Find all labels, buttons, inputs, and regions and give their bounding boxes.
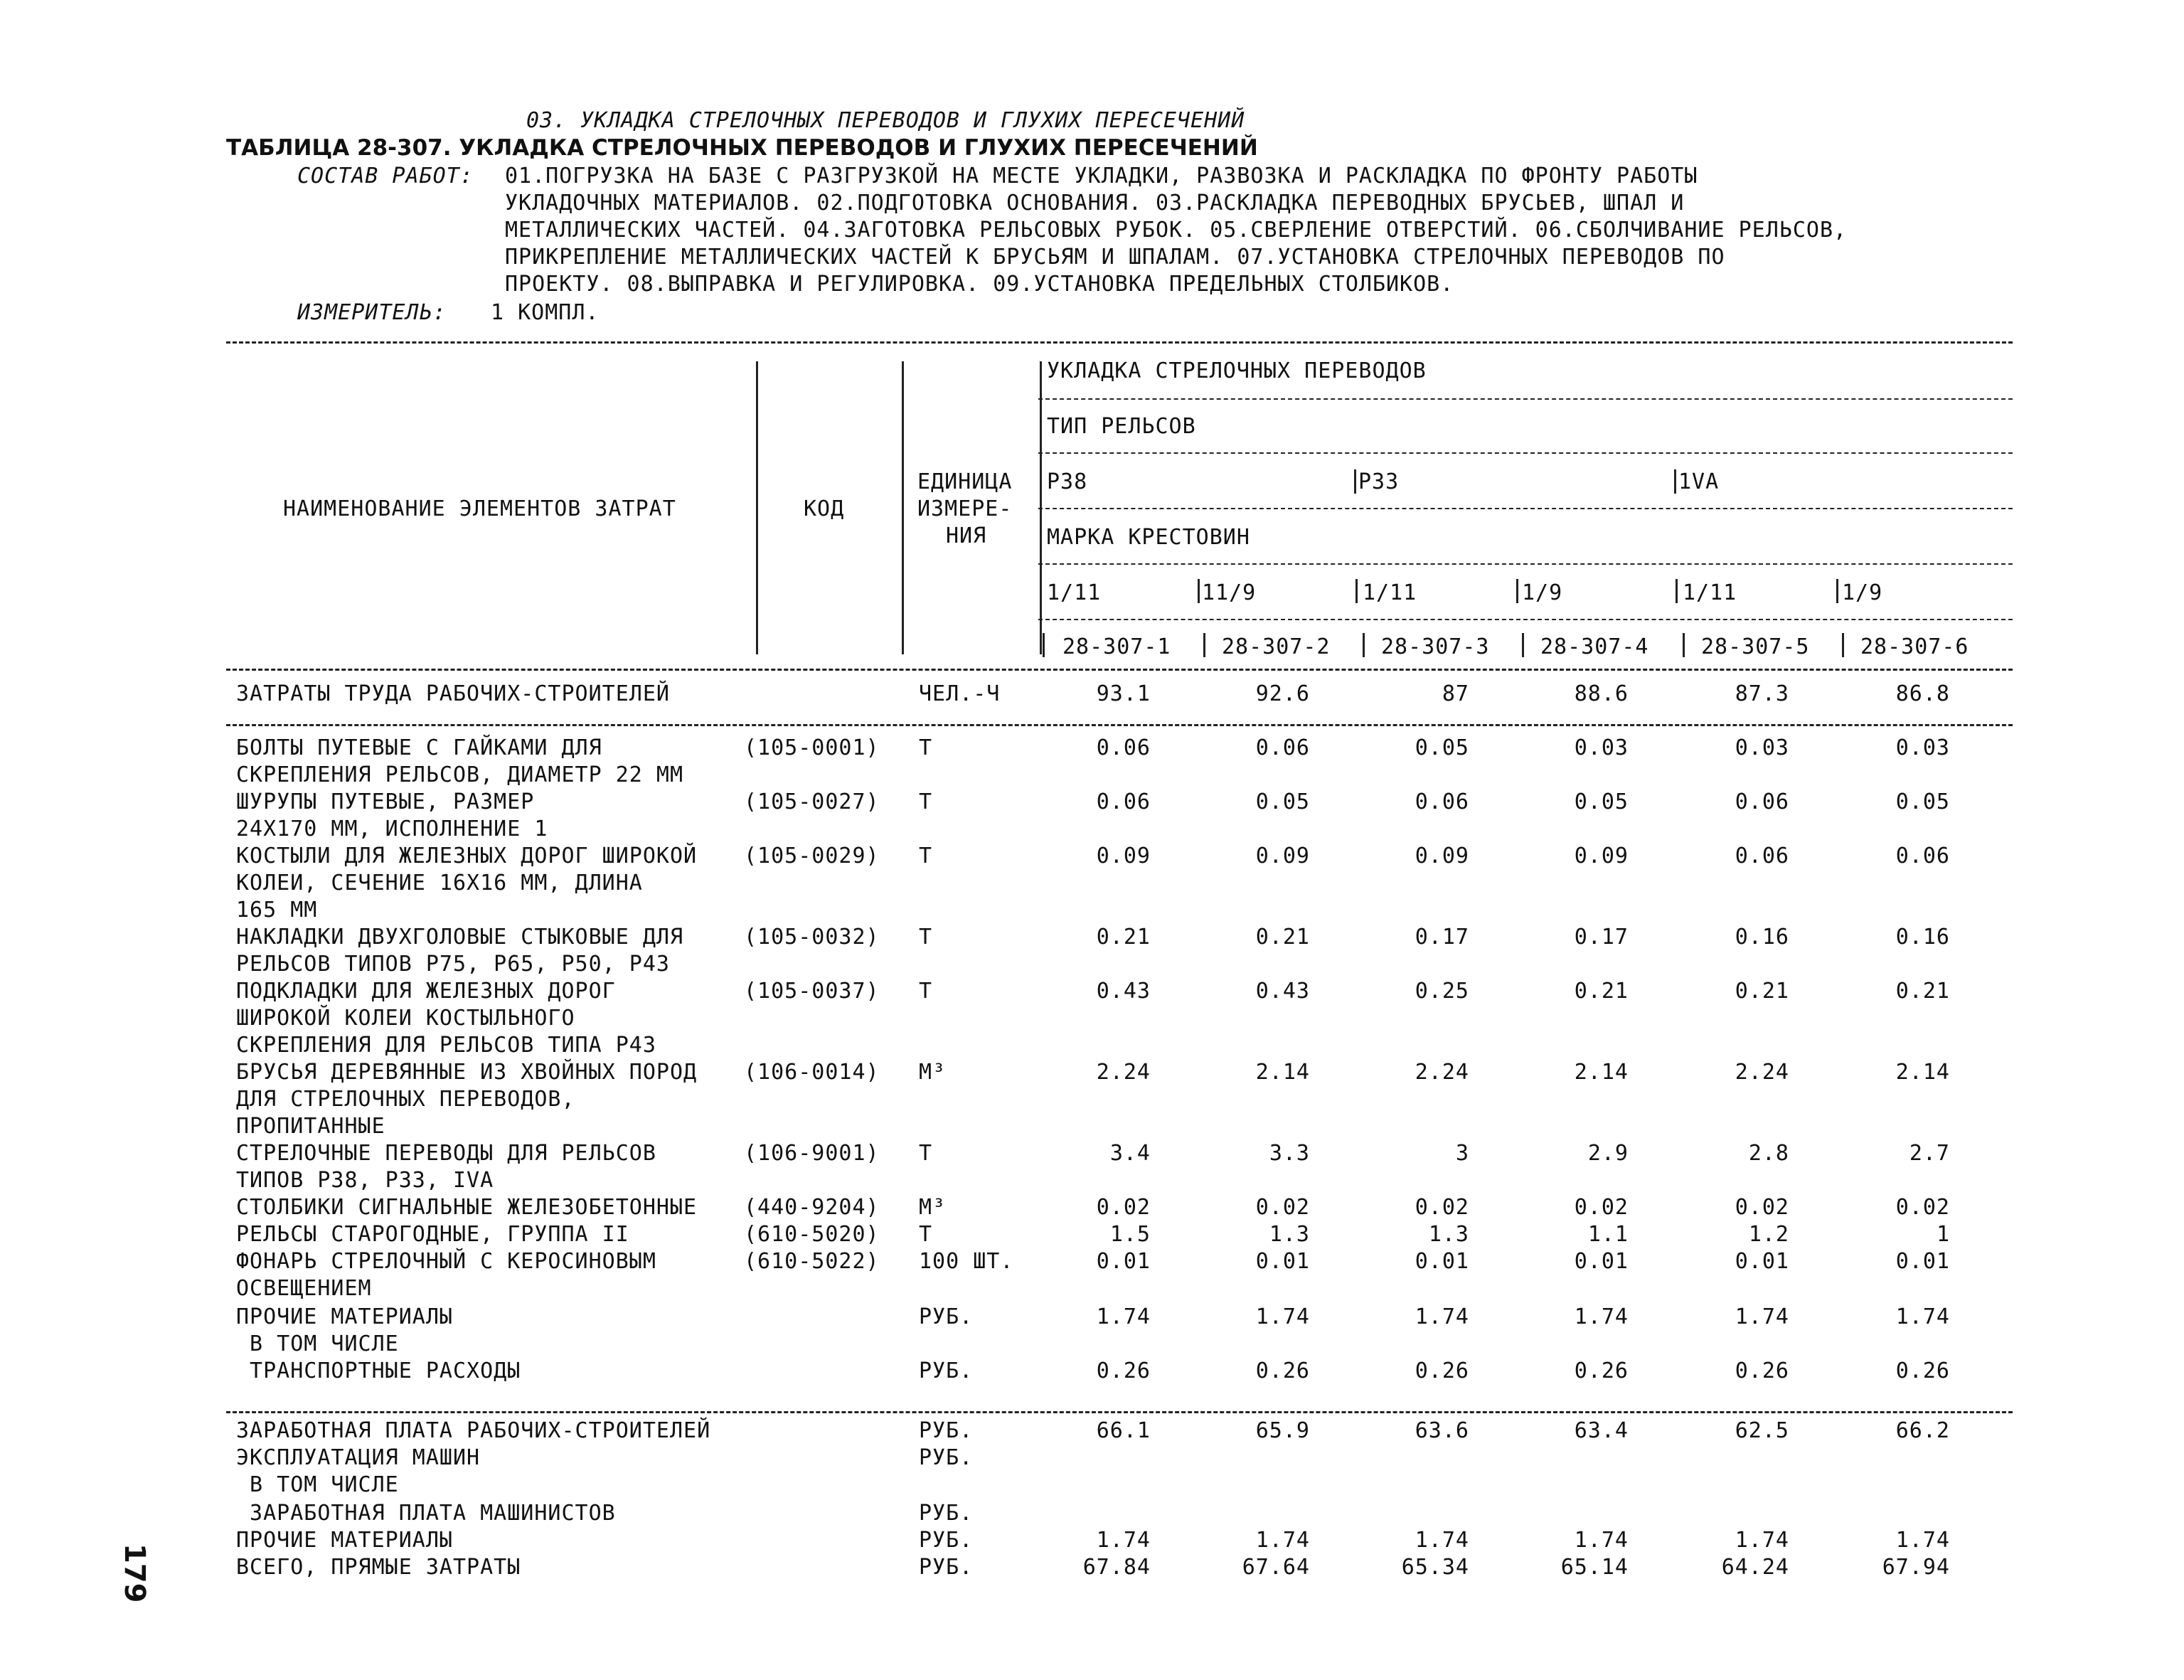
- work-line: УКЛАДОЧНЫХ МАТЕРИАЛОВ. 02.ПОДГОТОВКА ОСНОВАНИЯ. 03.РАСКЛАДКА ПЕРЕВОДНЫХ БРУСЬЕВ, ШПАЛ И: [505, 191, 1685, 216]
- material-value: 0.25: [1415, 979, 1469, 1004]
- material-value: 0.01: [1574, 1249, 1629, 1274]
- row-name-line: ШИРОКОЙ КОЛЕИ КОСТЫЛЬНОГО: [236, 1006, 575, 1031]
- total-value: 1.74: [1895, 1528, 1950, 1553]
- col-header-unit: ИЗМЕРЕ-: [917, 496, 1013, 521]
- material-value: 1.3: [1269, 1222, 1310, 1247]
- row-name-line: БОЛТЫ ПУТЕВЫЕ С ГАЙКАМИ ДЛЯ: [236, 735, 602, 760]
- labor-unit: ЧЕЛ.-Ч: [919, 681, 1001, 706]
- col-header-unit: НИЯ: [946, 523, 987, 548]
- row-unit: Т: [919, 925, 933, 950]
- material-value: 0.06: [1895, 844, 1950, 868]
- material-value: 0.01: [1255, 1249, 1310, 1274]
- row-name-line: КОСТЫЛИ ДЛЯ ЖЕЛЕЗНЫХ ДОРОГ ШИРОКОЙ: [236, 844, 698, 868]
- col-header-unit: ЕДИНИЦА: [917, 469, 1013, 494]
- code-cell: 28-307-5: [1701, 634, 1810, 659]
- col-divider: [1674, 469, 1676, 494]
- material-value: 1.1: [1587, 1222, 1629, 1247]
- material-value: 2.24: [1735, 1060, 1789, 1085]
- material-value: 1.74: [1895, 1304, 1950, 1329]
- row-name-line: РЕЛЬСОВ ТИПОВ Р75, Р65, Р50, Р43: [236, 952, 670, 977]
- material-value: 0.21: [1574, 979, 1629, 1004]
- col-divider: [1842, 633, 1844, 657]
- rule-labor-bottom: [226, 724, 2013, 726]
- material-value: 2.14: [1255, 1060, 1310, 1085]
- rail-header: 1VA: [1678, 469, 1720, 494]
- row-name-line: ОСВЕЩЕНИЕМ: [236, 1276, 372, 1301]
- row-name-line: ПОДКЛАДКИ ДЛЯ ЖЕЛЕЗНЫХ ДОРОГ: [236, 979, 616, 1004]
- col-divider: [756, 361, 758, 654]
- material-value: 2.7: [1909, 1141, 1950, 1166]
- frog-header: МАРКА КРЕСТОВИН: [1047, 525, 1250, 550]
- material-value: 0.06: [1096, 790, 1151, 814]
- material-value: 0.02: [1574, 1195, 1629, 1220]
- row-unit: РУБ.: [919, 1501, 974, 1526]
- labor-value: 87: [1442, 681, 1469, 706]
- material-value: 0.21: [1735, 979, 1789, 1004]
- frog-cell: 11/9: [1202, 580, 1257, 605]
- labor-value: 93.1: [1096, 681, 1151, 706]
- row-unit: РУБ.: [919, 1304, 974, 1329]
- row-unit: РУБ.: [919, 1359, 974, 1383]
- row-name-line: РЕЛЬСЫ СТАРОГОДНЫЕ, ГРУППА II: [236, 1222, 629, 1247]
- measure-label: ИЗМЕРИТЕЛЬ:: [297, 300, 447, 325]
- code-cell: 28-307-2: [1222, 634, 1331, 659]
- total-value: 64.24: [1721, 1555, 1789, 1580]
- total-value: 65.34: [1401, 1555, 1469, 1580]
- material-value: 0.03: [1735, 735, 1789, 760]
- total-value: 66.2: [1895, 1418, 1950, 1443]
- row-name-line: В ТОМ ЧИСЛЕ: [236, 1472, 399, 1497]
- row-unit: Т: [919, 979, 933, 1004]
- material-value: 0.26: [1574, 1359, 1629, 1383]
- row-code: (440-9204): [744, 1195, 880, 1220]
- material-value: 0.21: [1255, 925, 1310, 950]
- row-name-line: ДЛЯ СТРЕЛОЧНЫХ ПЕРЕВОДОВ,: [236, 1087, 575, 1112]
- row-code: (105-0029): [744, 844, 880, 868]
- material-value: 0.02: [1415, 1195, 1469, 1220]
- col-divider: [1836, 579, 1838, 603]
- code-cell: 28-307-6: [1860, 634, 1969, 659]
- total-value: 66.1: [1096, 1418, 1151, 1443]
- row-name-line: ЭКСПЛУАТАЦИЯ МАШИН: [236, 1445, 481, 1470]
- material-value: 0.43: [1255, 979, 1310, 1004]
- material-value: 0.05: [1895, 790, 1950, 814]
- material-value: 0.09: [1574, 844, 1629, 868]
- row-name-line: ШУРУПЫ ПУТЕВЫЕ, РАЗМЕР: [236, 790, 535, 814]
- material-value: 0.21: [1895, 979, 1950, 1004]
- material-value: 0.26: [1415, 1359, 1469, 1383]
- total-value: 62.5: [1735, 1418, 1789, 1443]
- col-divider: [1516, 579, 1518, 603]
- labor-value: 87.3: [1735, 681, 1789, 706]
- frog-cell: 1/9: [1522, 580, 1563, 605]
- material-value: 0.06: [1735, 790, 1789, 814]
- material-value: 1: [1936, 1222, 1950, 1247]
- material-value: 0.06: [1415, 790, 1469, 814]
- col-divider: [1203, 633, 1205, 657]
- code-cell: 28-307-4: [1540, 634, 1649, 659]
- row-name-line: 165 ММ: [236, 898, 318, 923]
- row-name-line: СТОЛБИКИ СИГНАЛЬНЫЕ ЖЕЛЕЗОБЕТОННЫЕ: [236, 1195, 698, 1220]
- row-code: (105-0032): [744, 925, 880, 950]
- total-value: 1.74: [1574, 1528, 1629, 1553]
- row-unit: 100 ШТ.: [919, 1249, 1014, 1274]
- col-divider: [1676, 579, 1678, 603]
- work-line: МЕТАЛЛИЧЕСКИХ ЧАСТЕЙ. 04.ЗАГОТОВКА РЕЛЬСОВЫХ РУБОК. 05.СВЕРЛЕНИЕ ОТВЕРСТИЙ. 06.СБОЛЧИВАНИЕ РЕЛЬСОВ,: [505, 218, 1848, 243]
- row-unit: РУБ.: [919, 1528, 974, 1553]
- work-line: ПРОЕКТУ. 08.ВЫПРАВКА И РЕГУЛИРОВКА. 09.УСТАНОВКА ПРЕДЕЛЬНЫХ СТОЛБИКОВ.: [505, 272, 1454, 297]
- rule-sub: [1038, 563, 2013, 565]
- row-code: (105-0037): [744, 979, 880, 1004]
- material-value: 0.01: [1735, 1249, 1789, 1274]
- material-value: 0.02: [1735, 1195, 1789, 1220]
- row-name-line: ФОНАРЬ СТРЕЛОЧНЫЙ С КЕРОСИНОВЫМ: [236, 1249, 656, 1274]
- rail-type-header: ТИП РЕЛЬСОВ: [1047, 414, 1196, 439]
- row-unit: РУБ.: [919, 1555, 974, 1580]
- labor-value: 86.8: [1895, 681, 1950, 706]
- row-unit: Т: [919, 1222, 933, 1247]
- col-divider: [902, 361, 904, 654]
- row-code: (610-5022): [744, 1249, 880, 1274]
- rule-materials-bottom: [226, 1411, 2013, 1413]
- material-value: 1.5: [1109, 1222, 1151, 1247]
- material-value: 0.26: [1096, 1359, 1151, 1383]
- row-name-line: ПРОЧИЕ МАТЕРИАЛЫ: [236, 1528, 453, 1553]
- table-title: ТАБЛИЦА 28-307. УКЛАДКА СТРЕЛОЧНЫХ ПЕРЕВОДОВ И ГЛУХИХ ПЕРЕСЕЧЕНИЙ: [226, 135, 1258, 161]
- material-value: 0.06: [1255, 735, 1310, 760]
- material-value: 0.09: [1255, 844, 1310, 868]
- material-value: 0.26: [1895, 1359, 1950, 1383]
- material-value: 0.02: [1895, 1195, 1950, 1220]
- material-value: 0.09: [1415, 844, 1469, 868]
- material-value: 3.3: [1269, 1141, 1310, 1166]
- code-cell: 28-307-3: [1381, 634, 1490, 659]
- total-value: 63.6: [1415, 1418, 1469, 1443]
- rule-top: [226, 341, 2013, 344]
- material-value: 1.74: [1415, 1304, 1469, 1329]
- rule-header-bottom: [226, 669, 2013, 671]
- row-name-line: БРУСЬЯ ДЕРЕВЯННЫЕ ИЗ ХВОЙНЫХ ПОРОД: [236, 1060, 698, 1085]
- material-value: 0.01: [1895, 1249, 1950, 1274]
- row-unit: Т: [919, 735, 933, 760]
- col-divider: [1355, 579, 1358, 603]
- material-value: 0.05: [1255, 790, 1310, 814]
- row-unit: М³: [919, 1060, 947, 1085]
- total-value: 1.74: [1096, 1528, 1151, 1553]
- total-value: 63.4: [1574, 1418, 1629, 1443]
- row-name-line: ТИПОВ Р38, Р33, IVA: [236, 1168, 494, 1193]
- total-value: 65.9: [1255, 1418, 1310, 1443]
- material-value: 0.26: [1735, 1359, 1789, 1383]
- row-code: (105-0027): [744, 790, 880, 814]
- total-value: 67.64: [1242, 1555, 1310, 1580]
- row-name-line: КОЛЕИ, СЕЧЕНИЕ 16Х16 ММ, ДЛИНА: [236, 871, 643, 895]
- row-unit: Т: [919, 844, 933, 868]
- frog-cell: 1/11: [1363, 580, 1417, 605]
- material-value: 0.05: [1415, 735, 1469, 760]
- material-value: 0.26: [1255, 1359, 1310, 1383]
- section-title: 03. УКЛАДКА СТРЕЛОЧНЫХ ПЕРЕВОДОВ И ГЛУХИХ ПЕРЕСЕЧЕНИЙ: [526, 108, 1245, 133]
- material-value: 0.06: [1096, 735, 1151, 760]
- total-value: 67.94: [1882, 1555, 1950, 1580]
- material-value: 1.74: [1096, 1304, 1151, 1329]
- measure-value: 1 КОМПЛ.: [491, 300, 600, 325]
- frog-cell: 1/9: [1842, 580, 1883, 605]
- rule-sub: [1038, 398, 2013, 400]
- col-divider: [1363, 633, 1365, 657]
- row-name-line: ЗАРАБОТНАЯ ПЛАТА МАШИНИСТОВ: [236, 1501, 616, 1526]
- work-label: СОСТАВ РАБОТ:: [297, 164, 474, 188]
- material-value: 2.14: [1574, 1060, 1629, 1085]
- material-value: 0.01: [1415, 1249, 1469, 1274]
- col-divider: [1354, 469, 1356, 494]
- material-value: 2.24: [1415, 1060, 1469, 1085]
- row-code: (106-9001): [744, 1141, 880, 1166]
- labor-value: 88.6: [1574, 681, 1629, 706]
- work-line: 01.ПОГРУЗКА НА БАЗЕ С РАЗГРУЗКОЙ НА МЕСТЕ УКЛАДКИ, РАЗВОЗКА И РАСКЛАДКА ПО ФРОНТУ РАБОТЫ: [505, 164, 1698, 188]
- total-value: 1.74: [1415, 1528, 1469, 1553]
- rule-sub: [1038, 508, 2013, 509]
- row-unit: РУБ.: [919, 1418, 974, 1443]
- material-value: 0.06: [1735, 844, 1789, 868]
- material-value: 3.4: [1109, 1141, 1151, 1166]
- material-value: 0.03: [1574, 735, 1629, 760]
- col-divider: [1198, 579, 1200, 603]
- labor-name: ЗАТРАТЫ ТРУДА РАБОЧИХ-СТРОИТЕЛЕЙ: [236, 681, 670, 706]
- total-value: 67.84: [1082, 1555, 1151, 1580]
- material-value: 0.02: [1255, 1195, 1310, 1220]
- row-unit: РУБ.: [919, 1445, 974, 1470]
- row-code: (610-5020): [744, 1222, 880, 1247]
- row-unit: М³: [919, 1195, 947, 1220]
- col-divider: [1040, 361, 1042, 654]
- row-name-line: ЗАРАБОТНАЯ ПЛАТА РАБОЧИХ-СТРОИТЕЛЕЙ: [236, 1418, 711, 1443]
- material-value: 1.74: [1574, 1304, 1629, 1329]
- row-name-line: СКРЕПЛЕНИЯ РЕЛЬСОВ, ДИАМЕТР 22 ММ: [236, 762, 684, 787]
- material-value: 2.9: [1587, 1141, 1629, 1166]
- col-header-code: КОД: [804, 496, 845, 521]
- row-name-line: ПРОПИТАННЫЕ: [236, 1114, 385, 1139]
- material-value: 0.16: [1735, 925, 1789, 950]
- frog-cell: 1/11: [1047, 580, 1102, 605]
- total-value: 1.74: [1735, 1528, 1789, 1553]
- code-cell: 28-307-1: [1062, 634, 1171, 659]
- material-value: 2.24: [1096, 1060, 1151, 1085]
- row-code: (106-0014): [744, 1060, 880, 1085]
- total-value: 1.74: [1255, 1528, 1310, 1553]
- material-value: 1.74: [1255, 1304, 1310, 1329]
- material-value: 0.05: [1574, 790, 1629, 814]
- rail-header: Р33: [1358, 469, 1400, 494]
- page-number: 179: [118, 1543, 151, 1603]
- row-unit: Т: [919, 1141, 933, 1166]
- col-divider: [1522, 633, 1524, 657]
- material-value: 0.01: [1096, 1249, 1151, 1274]
- material-value: 0.09: [1096, 844, 1151, 868]
- row-name-line: ВСЕГО, ПРЯМЫЕ ЗАТРАТЫ: [236, 1555, 521, 1580]
- material-value: 0.21: [1096, 925, 1151, 950]
- row-name-line: СТРЕЛОЧНЫЕ ПЕРЕВОДЫ ДЛЯ РЕЛЬСОВ: [236, 1141, 656, 1166]
- material-value: 0.17: [1415, 925, 1469, 950]
- material-value: 0.03: [1895, 735, 1950, 760]
- material-value: 0.17: [1574, 925, 1629, 950]
- total-value: 65.14: [1560, 1555, 1629, 1580]
- material-value: 1.2: [1748, 1222, 1789, 1247]
- row-unit: Т: [919, 790, 933, 814]
- group-header: УКЛАДКА СТРЕЛОЧНЫХ ПЕРЕВОДОВ: [1047, 358, 1427, 383]
- row-name-line: ТРАНСПОРТНЫЕ РАСХОДЫ: [236, 1359, 521, 1383]
- material-value: 3: [1455, 1141, 1469, 1166]
- rule-sub: [1038, 619, 2013, 620]
- material-value: 1.74: [1735, 1304, 1789, 1329]
- material-value: 0.43: [1096, 979, 1151, 1004]
- col-divider: [1683, 633, 1685, 657]
- col-divider: [1043, 633, 1045, 657]
- row-name-line: ПРОЧИЕ МАТЕРИАЛЫ: [236, 1304, 453, 1329]
- material-value: 1.3: [1428, 1222, 1469, 1247]
- labor-value: 92.6: [1255, 681, 1310, 706]
- row-code: (105-0001): [744, 735, 880, 760]
- work-line: ПРИКРЕПЛЕНИЕ МЕТАЛЛИЧЕСКИХ ЧАСТЕЙ К БРУСЬЯМ И ШПАЛАМ. 07.УСТАНОВКА СТРЕЛОЧНЫХ ПЕРЕВОДОВ ПО: [505, 245, 1725, 270]
- row-name-line: СКРЕПЛЕНИЯ ДЛЯ РЕЛЬСОВ ТИПА Р43: [236, 1033, 656, 1058]
- material-value: 2.8: [1748, 1141, 1789, 1166]
- col-header-name: НАИМЕНОВАНИЕ ЭЛЕМЕНТОВ ЗАТРАТ: [283, 496, 676, 521]
- row-name-line: В ТОМ ЧИСЛЕ: [236, 1331, 399, 1356]
- material-value: 0.16: [1895, 925, 1950, 950]
- frog-cell: 1/11: [1683, 580, 1737, 605]
- row-name-line: НАКЛАДКИ ДВУХГОЛОВЫЕ СТЫКОВЫЕ ДЛЯ: [236, 925, 684, 950]
- rule-sub: [1038, 452, 2013, 454]
- row-name-line: 24Х170 ММ, ИСПОЛНЕНИЕ 1: [236, 817, 548, 841]
- rail-header: Р38: [1047, 469, 1088, 494]
- material-value: 2.14: [1895, 1060, 1950, 1085]
- material-value: 0.02: [1096, 1195, 1151, 1220]
